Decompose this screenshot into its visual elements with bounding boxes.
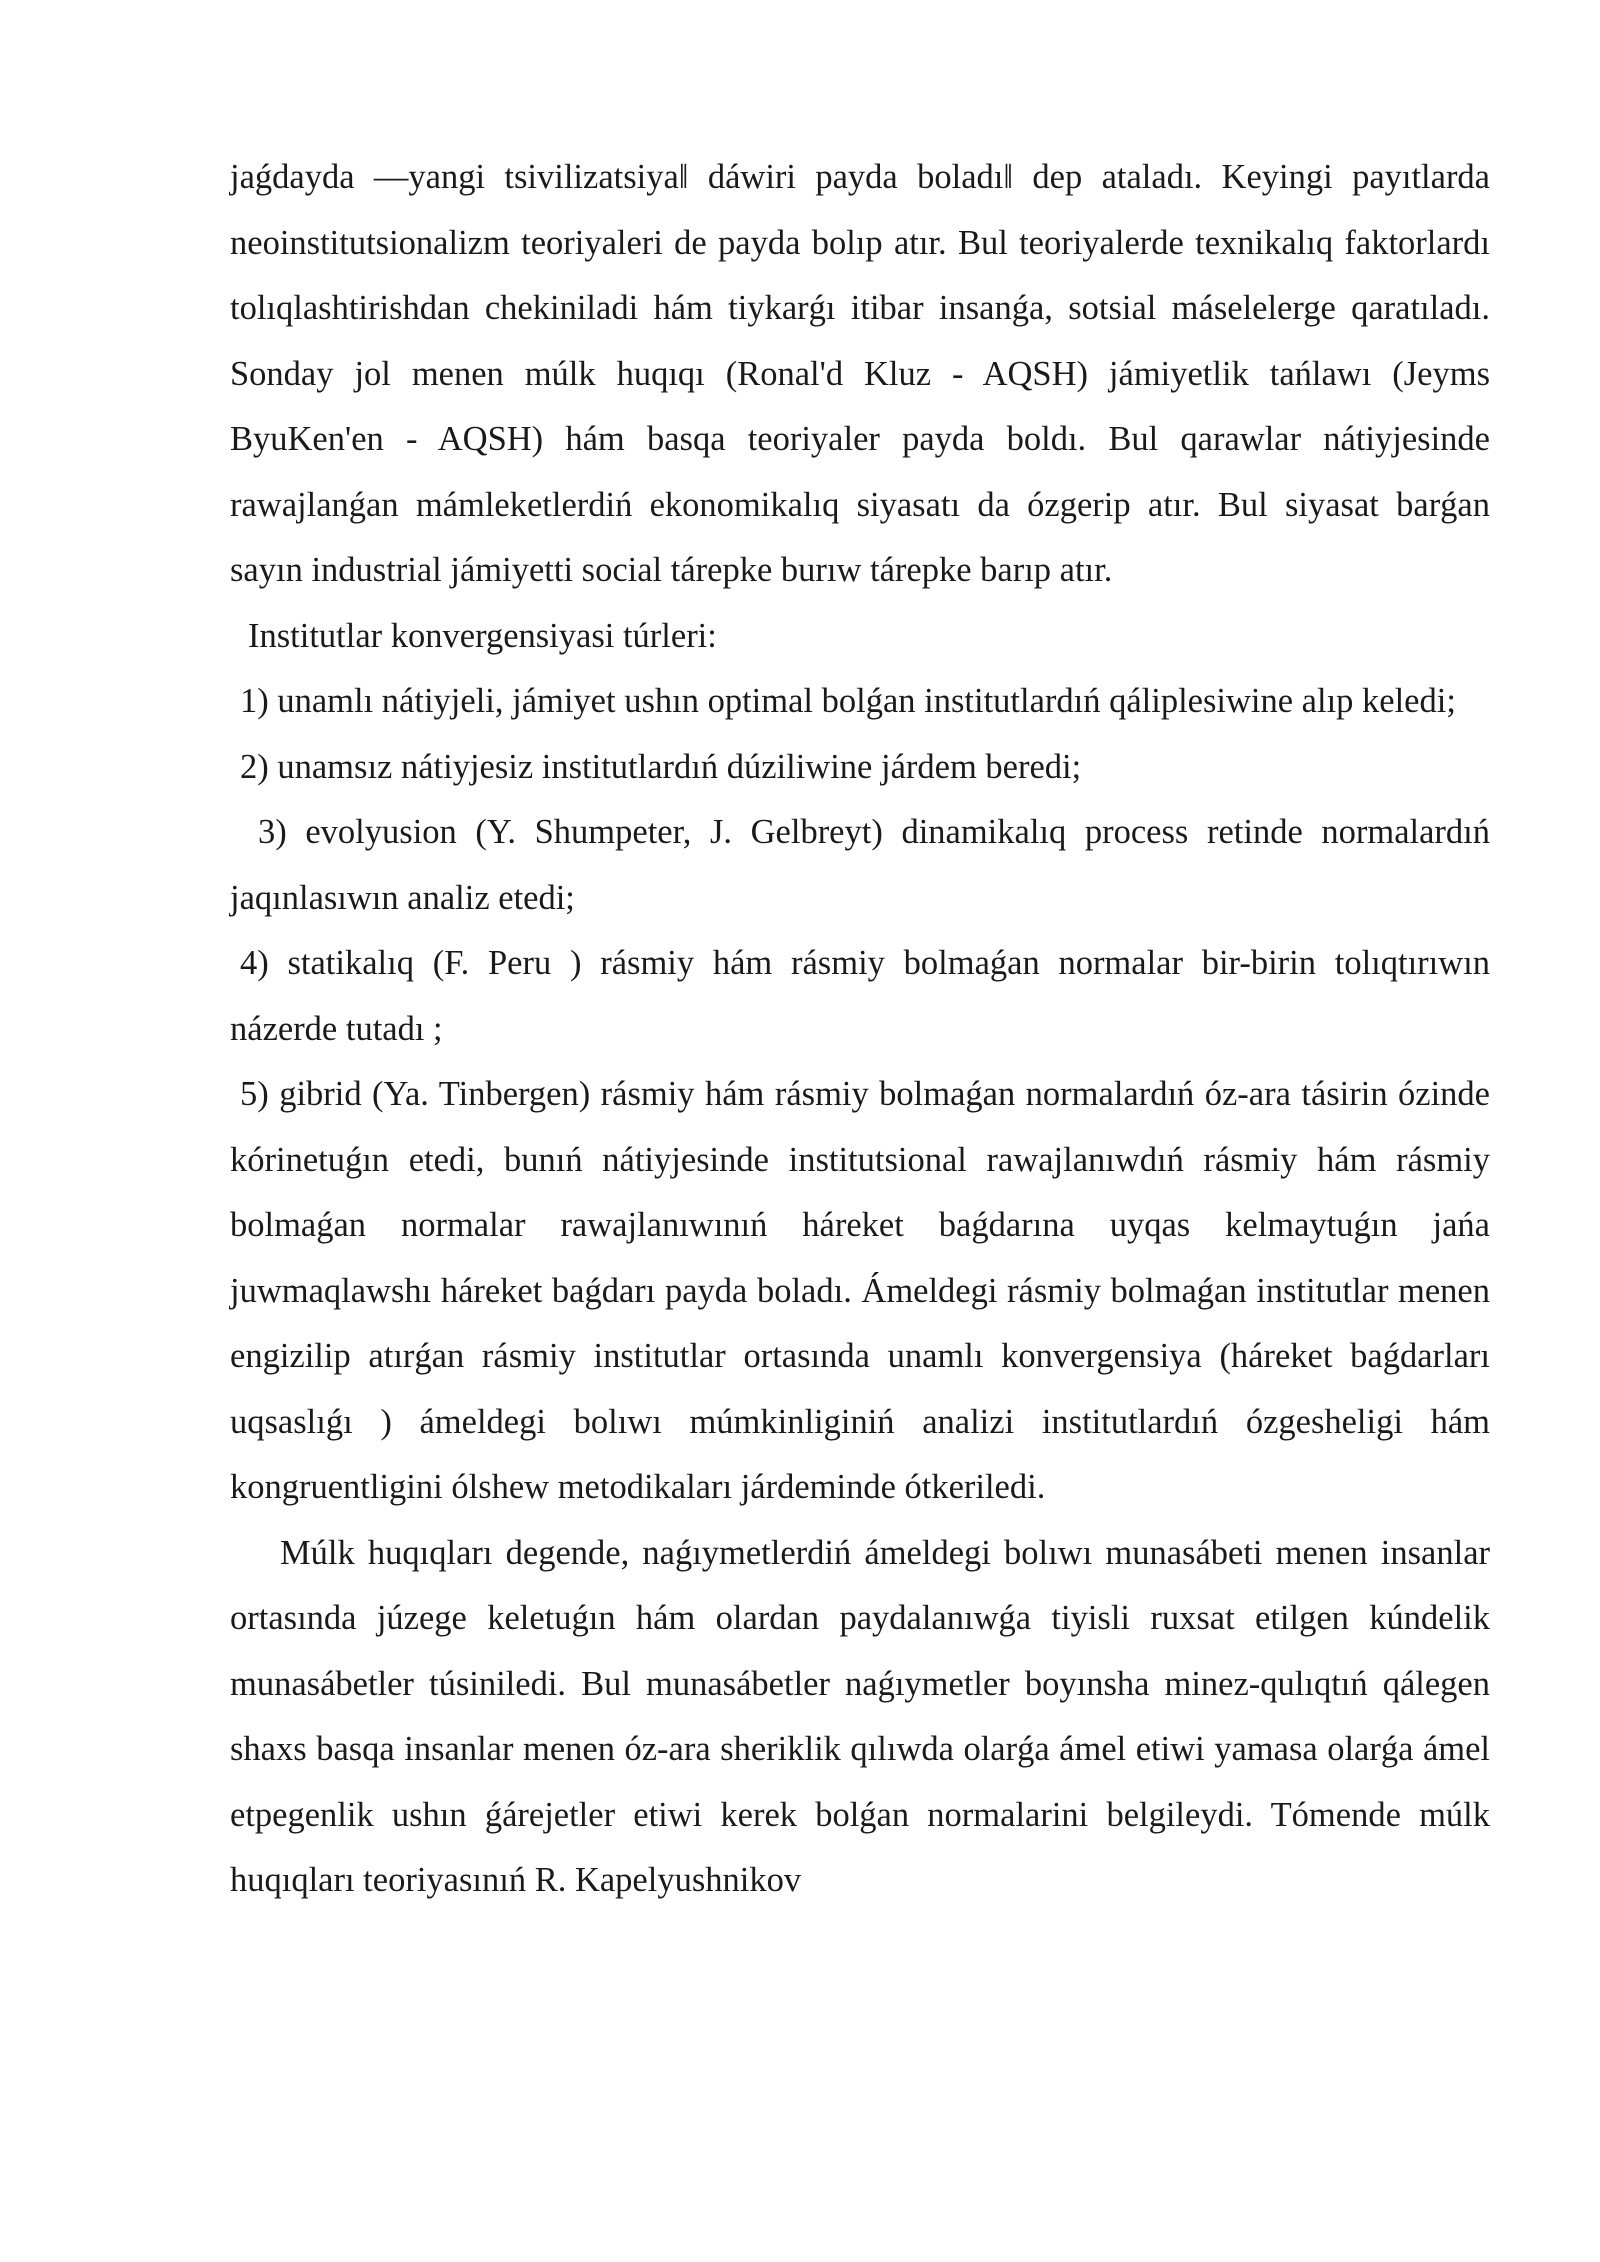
list-item-2: 2) unamsız nátiyjesiz institutlardıń dúziliwine járdem beredi; bbox=[240, 747, 1082, 786]
list-item-5: 5) gibrid (Ya. Tinbergen) rásmiy hám rásmiy bolmaǵan normalardıń óz-ara tásirin ózinde kórinetuǵın etedi, bunıń nátiyjesinde institutsional rawajlanıwdıń rásmiy hám rásmiy bolmaǵan normalar rawajlanıwınıń háreket baǵdarına uyqas kelmaytuǵın jańa juwmaqlawshı háreket baǵdarı payda boladı. Ámeldegi rásmiy bolmaǵan institutlar menen engizilip atırǵan rásmiy institutlar ortasında unamlı konvergensiya (háreket baǵdarları uqsaslıǵı ) ámeldegi bolıwı múmkinliginiń analizi institutlardıń ózgesheligi hám kongruentligini ólshew metodikaları járdeminde ótkeriledi. bbox=[230, 1075, 1490, 1506]
list-item-3: 3) evolyusion (Y. Shumpeter, J. Gelbreyt) dinamikalıq process retinde normalardıń jaqınlasıwın analiz etedi; bbox=[230, 813, 1490, 917]
list-item-1: 1) unamlı nátiyjeli, jámiyet ushın optimal bolǵan institutlardıń qáliplesiwine alıp keledi; bbox=[240, 682, 1456, 720]
document-page bbox=[230, 145, 1490, 1914]
paragraph-convergence-types-heading: Institutlar konvergensiyasi túrleri: bbox=[248, 616, 717, 655]
paragraph-civilization: jaǵdayda —yangi tsivilizatsiya‖ dáwiri payda boladı‖ dep ataladı. Keyingi payıtlarda neoinstitutsionalizm teoriyaleri de payda bolıp atır. Bul teoriyalerde texnikalıq faktorlardı tolıqlashtirishdan chekiniladi hám tiykarǵı itibar insanǵa, sotsial máselelerge qaratıladı. Sonday jol menen múlk huqıqı (Ronal'd Kluz - AQSH) jámiyetlik tańlawı (Jeyms ByuKen'en - AQSH) hám basqa teoriyaler payda boldı. Bul qarawlar nátiyjesinde rawajlanǵan mámleketlerdiń ekonomikalıq siyasatı da ózgerip atır. Bul siyasat barǵan sayın industrial jámiyetti social tárepke burıw tárepke barıp atır. bbox=[230, 158, 1490, 589]
list-item-4: 4) statikalıq (F. Peru ) rásmiy hám rásmiy bolmaǵan normalar bir-birin tolıqtırıwın názerde tutadı ; bbox=[230, 944, 1490, 1048]
paragraph-property-rights: Múlk huqıqları degende, naǵıymetlerdiń ámeldegi bolıwı munasábeti menen insanlar ortasında júzege keletuǵın hám olardan paydalanıwǵa tiyisli ruxsat etilgen kúndelik munasábetler túsiniledi. Bul munasábetler naǵıymetler boyınsha minez-qulıqtıń qálegen shaxs basqa insanlar menen óz-ara sheriklik qılıwda olarǵa ámel etiwi yamasa olarǵa ámel etpegenlik ushın ǵárejetler etiwi kerek bolǵan normalarini belgileydi. Tómende múlk huqıqları teoriyasınıń R. Kapelyushnikov bbox=[230, 1533, 1490, 1899]
